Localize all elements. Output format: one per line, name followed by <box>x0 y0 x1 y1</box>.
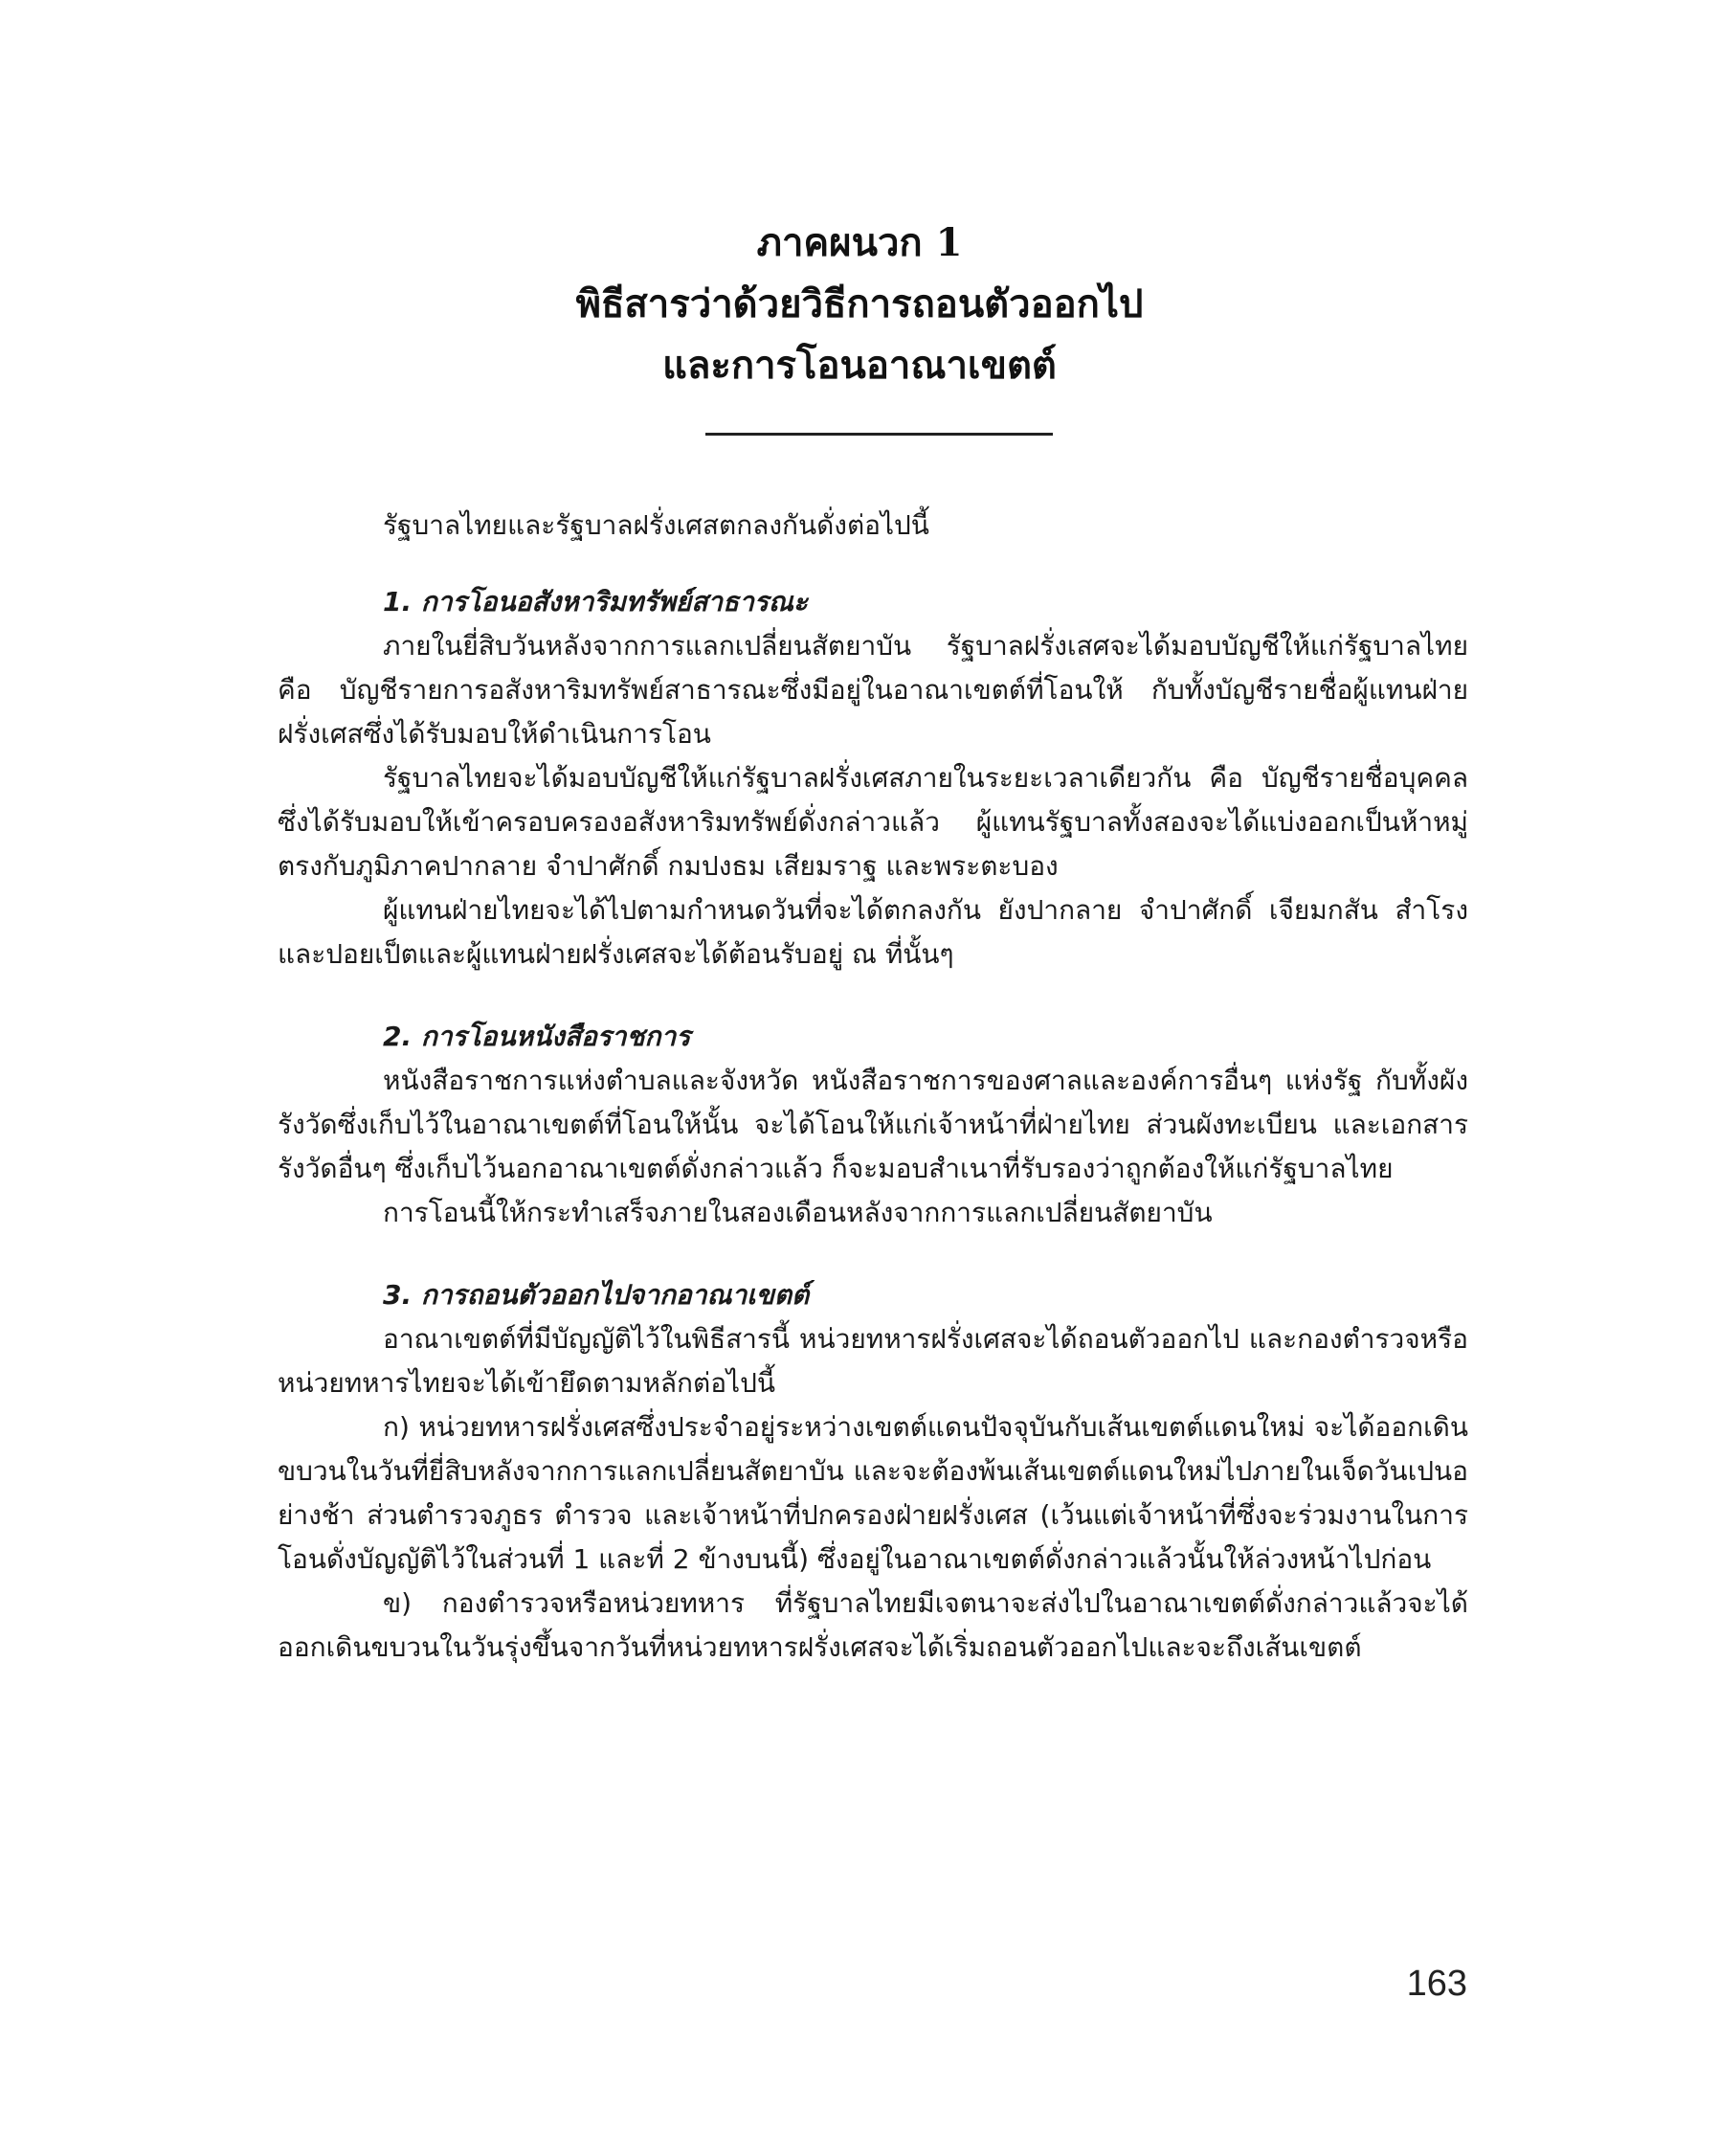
appendix-title: ภาคผนวก 1 <box>756 220 963 265</box>
protocol-subtitle: และการโอนอาณาเขตต์ <box>662 343 1057 388</box>
section-heading: 2. การโอนหนังสือราชการ <box>383 1021 691 1052</box>
title-block <box>0 213 1719 396</box>
paragraph: รัฐบาลไทยจะได้มอบบัญชีให้แก่รัฐบาลฝรั่งเศสภายในระยะเวลาเดียวกัน คือ บัญชีรายชื่อบุคคลซึ่งได้รับมอบให้เข้าครอบครองอสังหาริมทรัพย์ดั่งกล่าวแล้ว ผู้แทนรัฐบาลทั้งสองจะได้แบ่งออกเป็นห้าหมู่ ตรงกับภูมิภาคปากลาย จำปาศักดิ์ กมปงธม เสียมราฐ และพระตะบอง <box>278 762 1468 882</box>
paragraph: หนังสือราชการแห่งตำบลและจังหวัด หนังสือราชการของศาลและองค์การอื่นๆ แห่งรัฐ กับทั้งผังรังวัดซึ่งเก็บไว้ในอาณาเขตต์ที่โอนให้นั้น จะได้โอนให้แก่เจ้าหน้าที่ฝ่ายไทย ส่วนผังทะเบียน และเอกสารรังวัดอื่นๆ ซึ่งเก็บไว้นอกอาณาเขตต์ดั่งกล่าวแล้ว ก็จะมอบสำเนาที่รับรองว่าถูกต้องให้แก่รัฐบาลไทย <box>278 1065 1468 1184</box>
section-1 <box>278 580 1468 977</box>
paragraph: อาณาเขตต์ที่มีบัญญัติไว้ในพิธีสารนี้ หน่วยทหารฝรั่งเศสจะได้ถอนตัวออกไป และกองตำรวจหรือหน่วยทหารไทยจะได้เข้ายึดตามหลักต่อไปนี้ <box>278 1323 1468 1399</box>
section-2 <box>278 1015 1468 1235</box>
section-3 <box>278 1273 1468 1670</box>
protocol-title: พิธีสารว่าด้วยวิธีการถอนตัวออกไป <box>575 281 1144 326</box>
paragraph: ภายในยี่สิบวันหลังจากการแลกเปลี่ยนสัตยาบัน รัฐบาลฝรั่งเสศจะได้มอบบัญชีให้แก่รัฐบาลไทย คือ บัญชีรายการอสังหาริมทรัพย์สาธารณะซึ่งมีอยู่ในอาณาเขตต์ที่โอนให้ กับทั้งบัญชีรายชื่อผู้แทนฝ่ายฝรั่งเศสซึ่งได้รับมอบให้ดำเนินการโอน <box>278 630 1468 750</box>
paragraph: ข) กองตำรวจหรือหน่วยทหาร ที่รัฐบาลไทยมีเจตนาจะส่งไปในอาณาเขตต์ดั่งกล่าวแล้วจะได้ออกเดินขบวนในวันรุ่งขึ้นจากวันที่หน่วยทหารฝรั่งเศสจะได้เริ่มถอนตัวออกไปและจะถึงเส้นเขตต์ <box>278 1587 1468 1663</box>
paragraph: ก) หน่วยทหารฝรั่งเศสซึ่งประจำอยู่ระหว่างเขตต์แดนปัจจุบันกับเส้นเขตต์แดนใหม่ จะได้ออกเดินขบวนในวันที่ยี่สิบหลังจากการแลกเปลี่ยนสัตยาบัน และจะต้องพ้นเส้นเขตต์แดนใหม่ไปภายในเจ็ดวันเปนอย่างช้า ส่วนตำรวจภูธร ตำรวจ และเจ้าหน้าที่ปกครองฝ่ายฝรั่งเศส (เว้นแต่เจ้าหน้าที่ซึ่งจะร่วมงานในการโอนดั่งบัญญัติไว้ในส่วนที่ 1 และที่ 2 ข้างบนนี้) ซึ่งอยู่ในอาณาเขตต์ดั่งกล่าวแล้วนั้นให้ล่วงหน้าไปก่อน <box>278 1411 1468 1575</box>
title-divider <box>705 433 1053 436</box>
paragraph: ผู้แทนฝ่ายไทยจะได้ไปตามกำหนดวันที่จะได้ตกลงกัน ยังปากลาย จำปาศักดิ์ เจียมกสัน สำโรง และปอยเป็ตและผู้แทนฝ่ายฝรั่งเศสจะได้ต้อนรับอยู่ ณ ที่นั้นๆ <box>278 894 1468 970</box>
section-heading: 3. การถอนตัวออกไปจากอาณาเขตต์ <box>383 1279 810 1311</box>
document-body <box>278 504 1468 1708</box>
intro-paragraph: รัฐบาลไทยและรัฐบาลฝรั่งเศสตกลงกันดั่งต่อไปนี้ <box>383 509 929 541</box>
page-number: 163 <box>1406 1964 1467 2004</box>
paragraph: การโอนนี้ให้กระทำเสร็จภายในสองเดือนหลังจากการแลกเปลี่ยนสัตยาบัน <box>383 1197 1213 1228</box>
section-heading: 1. การโอนอสังหาริมทรัพย์สาธารณะ <box>383 586 808 618</box>
